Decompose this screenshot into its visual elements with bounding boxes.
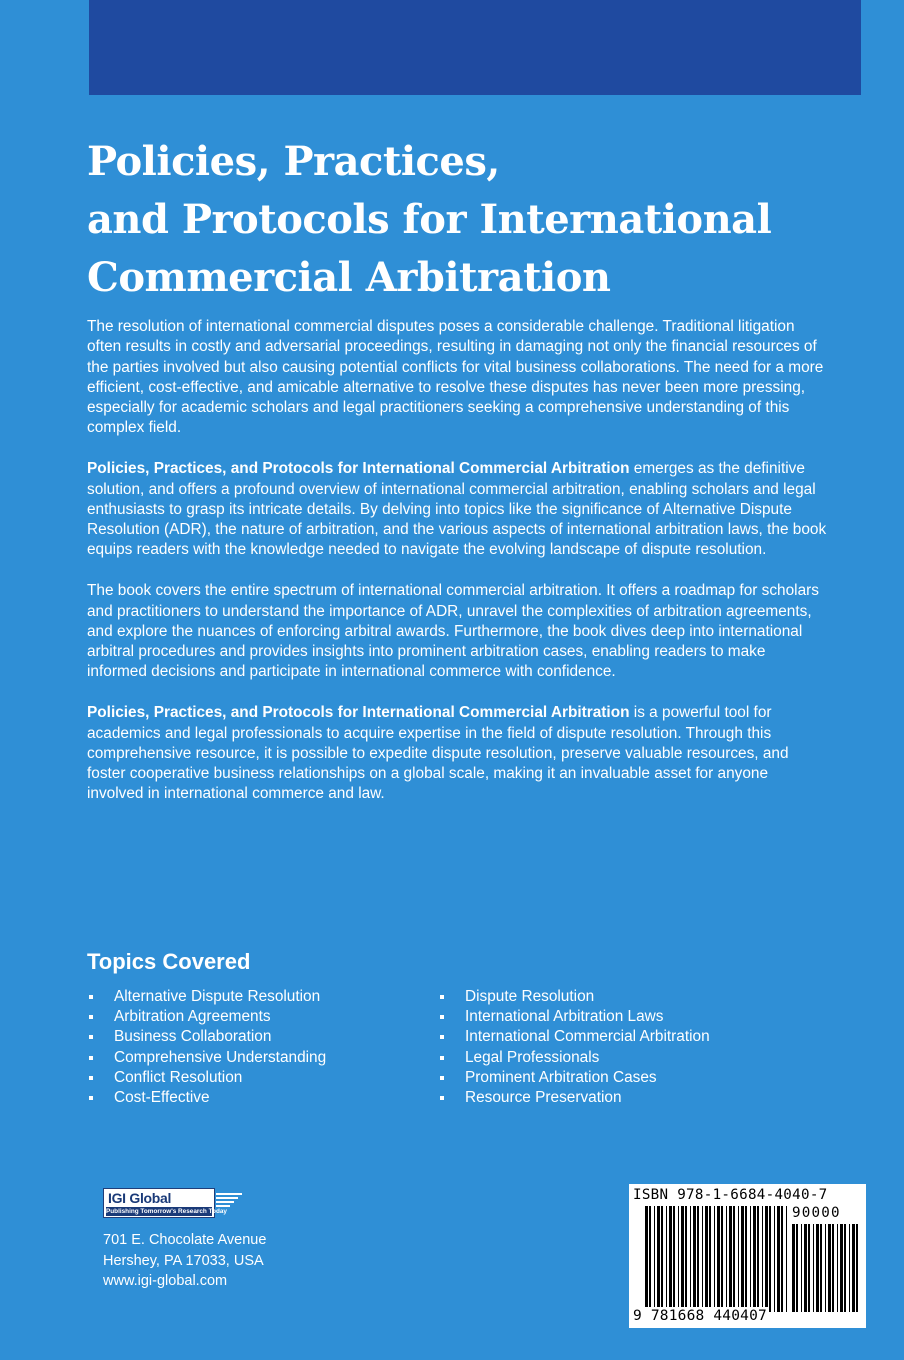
address-city: Hershey, PA 17033, USA bbox=[103, 1252, 264, 1269]
barcode-bar bbox=[804, 1224, 807, 1312]
barcode-bar bbox=[738, 1206, 739, 1312]
barcode-bar bbox=[717, 1206, 720, 1312]
description-paragraph-1: The resolution of international commercial disputes poses a considerable challenge. Traditional litigation often results in costly and adversarial proceedings, resulting in damaging not only the financial resources of the parties involved but also causing potential conflicts for vital business collaborations. The need for a more efficient, cost-effective, and amicable alternative to resolve these disputes has never been more pressing, especially for academic scholars and legal practitioners seeking a comprehensive understanding of this complex field. bbox=[87, 318, 824, 437]
topic-item: Prominent Arbitration Cases bbox=[439, 1068, 710, 1088]
logo-tagline: Publishing Tomorrow's Research Today bbox=[106, 1208, 227, 1215]
book-description bbox=[87, 317, 827, 825]
topic-item: Dispute Resolution bbox=[439, 987, 710, 1007]
barcode-bar bbox=[709, 1206, 711, 1312]
topics-list-right bbox=[439, 987, 710, 1108]
topics-heading: Topics Covered bbox=[87, 949, 251, 974]
barcode-bar bbox=[661, 1206, 663, 1312]
barcode-bar bbox=[721, 1206, 723, 1312]
publisher-address bbox=[103, 1230, 266, 1292]
barcode-bar bbox=[856, 1224, 858, 1312]
barcode-digits: 9 781668 440407 bbox=[633, 1308, 767, 1324]
barcode-bar bbox=[649, 1206, 651, 1312]
barcode-bar bbox=[762, 1206, 763, 1312]
barcode-bar bbox=[654, 1206, 655, 1312]
barcode-bar bbox=[669, 1206, 672, 1312]
topic-item: Arbitration Agreements bbox=[88, 1007, 326, 1027]
barcode-bar bbox=[765, 1206, 768, 1312]
isbn-label: ISBN 978-1-6684-4040-7 bbox=[633, 1187, 828, 1203]
logo-speed-lines bbox=[216, 1193, 242, 1209]
barcode-bar bbox=[645, 1206, 648, 1312]
barcode-bar bbox=[714, 1206, 715, 1312]
topic-item: Comprehensive Understanding bbox=[88, 1048, 326, 1068]
barcode-bar bbox=[678, 1206, 679, 1312]
barcode-bar bbox=[769, 1206, 771, 1312]
price-code: 90000 bbox=[792, 1205, 841, 1221]
barcode-bar bbox=[825, 1224, 826, 1312]
barcode-bar bbox=[796, 1224, 798, 1312]
barcode-bar bbox=[729, 1206, 732, 1312]
description-paragraph-4 bbox=[87, 703, 827, 804]
barcode-bar bbox=[693, 1206, 696, 1312]
description-title-bold: Policies, Practices, and Protocols for International Commercial Arbitration bbox=[87, 460, 630, 478]
barcode-bar bbox=[801, 1224, 802, 1312]
barcode-bar bbox=[786, 1206, 787, 1312]
top-color-band bbox=[89, 0, 861, 95]
barcode-bar bbox=[844, 1224, 846, 1312]
barcode-bar bbox=[757, 1206, 759, 1312]
barcode-bar bbox=[673, 1206, 675, 1312]
barcode-bar bbox=[657, 1206, 660, 1312]
barcode-bar bbox=[828, 1224, 831, 1312]
barcode-bar bbox=[702, 1206, 703, 1312]
topic-item: Legal Professionals bbox=[439, 1048, 710, 1068]
title-line-3: Commercial Arbitration bbox=[87, 254, 611, 301]
address-street: 701 E. Chocolate Avenue bbox=[103, 1232, 267, 1248]
barcode-bar bbox=[808, 1224, 810, 1312]
description-text: emerges as the definitive solution, and offers a profound overview of international commercial arbitration, enabling scholars and legal enthusiasts to grasp its intricate details. By delving into topics like the significance of Alternative Dispute Resolution (ADR), the nature of arbitration, and the various aspects of international arbitration laws, the book equips readers with the knowledge needed to navigate the evolving landscape of dispute resolution. bbox=[87, 460, 827, 559]
barcode-bar bbox=[781, 1206, 783, 1312]
barcode-bar bbox=[832, 1224, 834, 1312]
barcode-bar bbox=[816, 1224, 819, 1312]
barcode-bar bbox=[685, 1206, 687, 1312]
barcode-bar bbox=[745, 1206, 747, 1312]
publisher-website[interactable]: www.igi-global.com bbox=[103, 1273, 228, 1289]
topic-item: Conflict Resolution bbox=[88, 1068, 326, 1088]
barcode-bar bbox=[681, 1206, 684, 1312]
topic-item: Business Collaboration bbox=[88, 1027, 326, 1047]
title-line-1: Policies, Practices, bbox=[87, 138, 500, 185]
barcode-bar bbox=[792, 1224, 795, 1312]
barcode-bar bbox=[777, 1206, 780, 1312]
topic-item: International Arbitration Laws bbox=[439, 1007, 710, 1027]
publisher-logo bbox=[103, 1188, 243, 1222]
barcode-bar bbox=[840, 1224, 843, 1312]
book-title bbox=[87, 133, 847, 307]
isbn-barcode bbox=[629, 1184, 866, 1328]
barcode-bar bbox=[690, 1206, 691, 1312]
barcode-bar bbox=[697, 1206, 699, 1312]
barcode-bar bbox=[837, 1224, 838, 1312]
barcode-bar bbox=[733, 1206, 735, 1312]
description-paragraph-3: The book covers the entire spectrum of international commercial arbitration. It offers a roadmap for scholars and practitioners to understand the importance of ADR, unravel the complexities of arbitration agreements, and explore the nuances of enforcing arbitral awards. Furthermore, the book dives deep into international arbitral procedures and provides insights into prominent arbitration cases, enabling readers to make informed decisions and participate in international commerce with confidence. bbox=[87, 582, 819, 681]
barcode-bar bbox=[820, 1224, 822, 1312]
title-line-2: and Protocols for International bbox=[87, 196, 772, 243]
description-paragraph-2 bbox=[87, 459, 827, 560]
description-title-bold: Policies, Practices, and Protocols for International Commercial Arbitration bbox=[87, 704, 630, 722]
description-text: is a powerful tool for academics and legal professionals to acquire expertise in the field of dispute resolution. Through this comprehensive resource, it is possible to expedite dispute resolution, preserve valuable resources, and foster cooperative business relationships on a global scale, making it an invaluable asset for anyone involved in international commerce and law. bbox=[87, 704, 789, 803]
topic-item: Resource Preservation bbox=[439, 1088, 710, 1108]
barcode-bar bbox=[813, 1224, 814, 1312]
topic-item: International Commercial Arbitration bbox=[439, 1027, 710, 1047]
topic-item: Cost-Effective bbox=[88, 1088, 326, 1108]
logo-name: IGI Global bbox=[108, 1190, 172, 1206]
barcode-bar bbox=[852, 1224, 855, 1312]
barcode-bar bbox=[666, 1206, 667, 1312]
barcode-bar bbox=[750, 1206, 751, 1312]
barcode-bar bbox=[774, 1206, 775, 1312]
barcode-bar bbox=[726, 1206, 727, 1312]
barcode-bar bbox=[741, 1206, 744, 1312]
barcode-bar bbox=[705, 1206, 708, 1312]
barcode-bar bbox=[753, 1206, 756, 1312]
topics-list-left bbox=[88, 987, 326, 1108]
barcode-bar bbox=[849, 1224, 850, 1312]
logo-box bbox=[103, 1188, 227, 1218]
topic-item: Alternative Dispute Resolution bbox=[88, 987, 326, 1007]
